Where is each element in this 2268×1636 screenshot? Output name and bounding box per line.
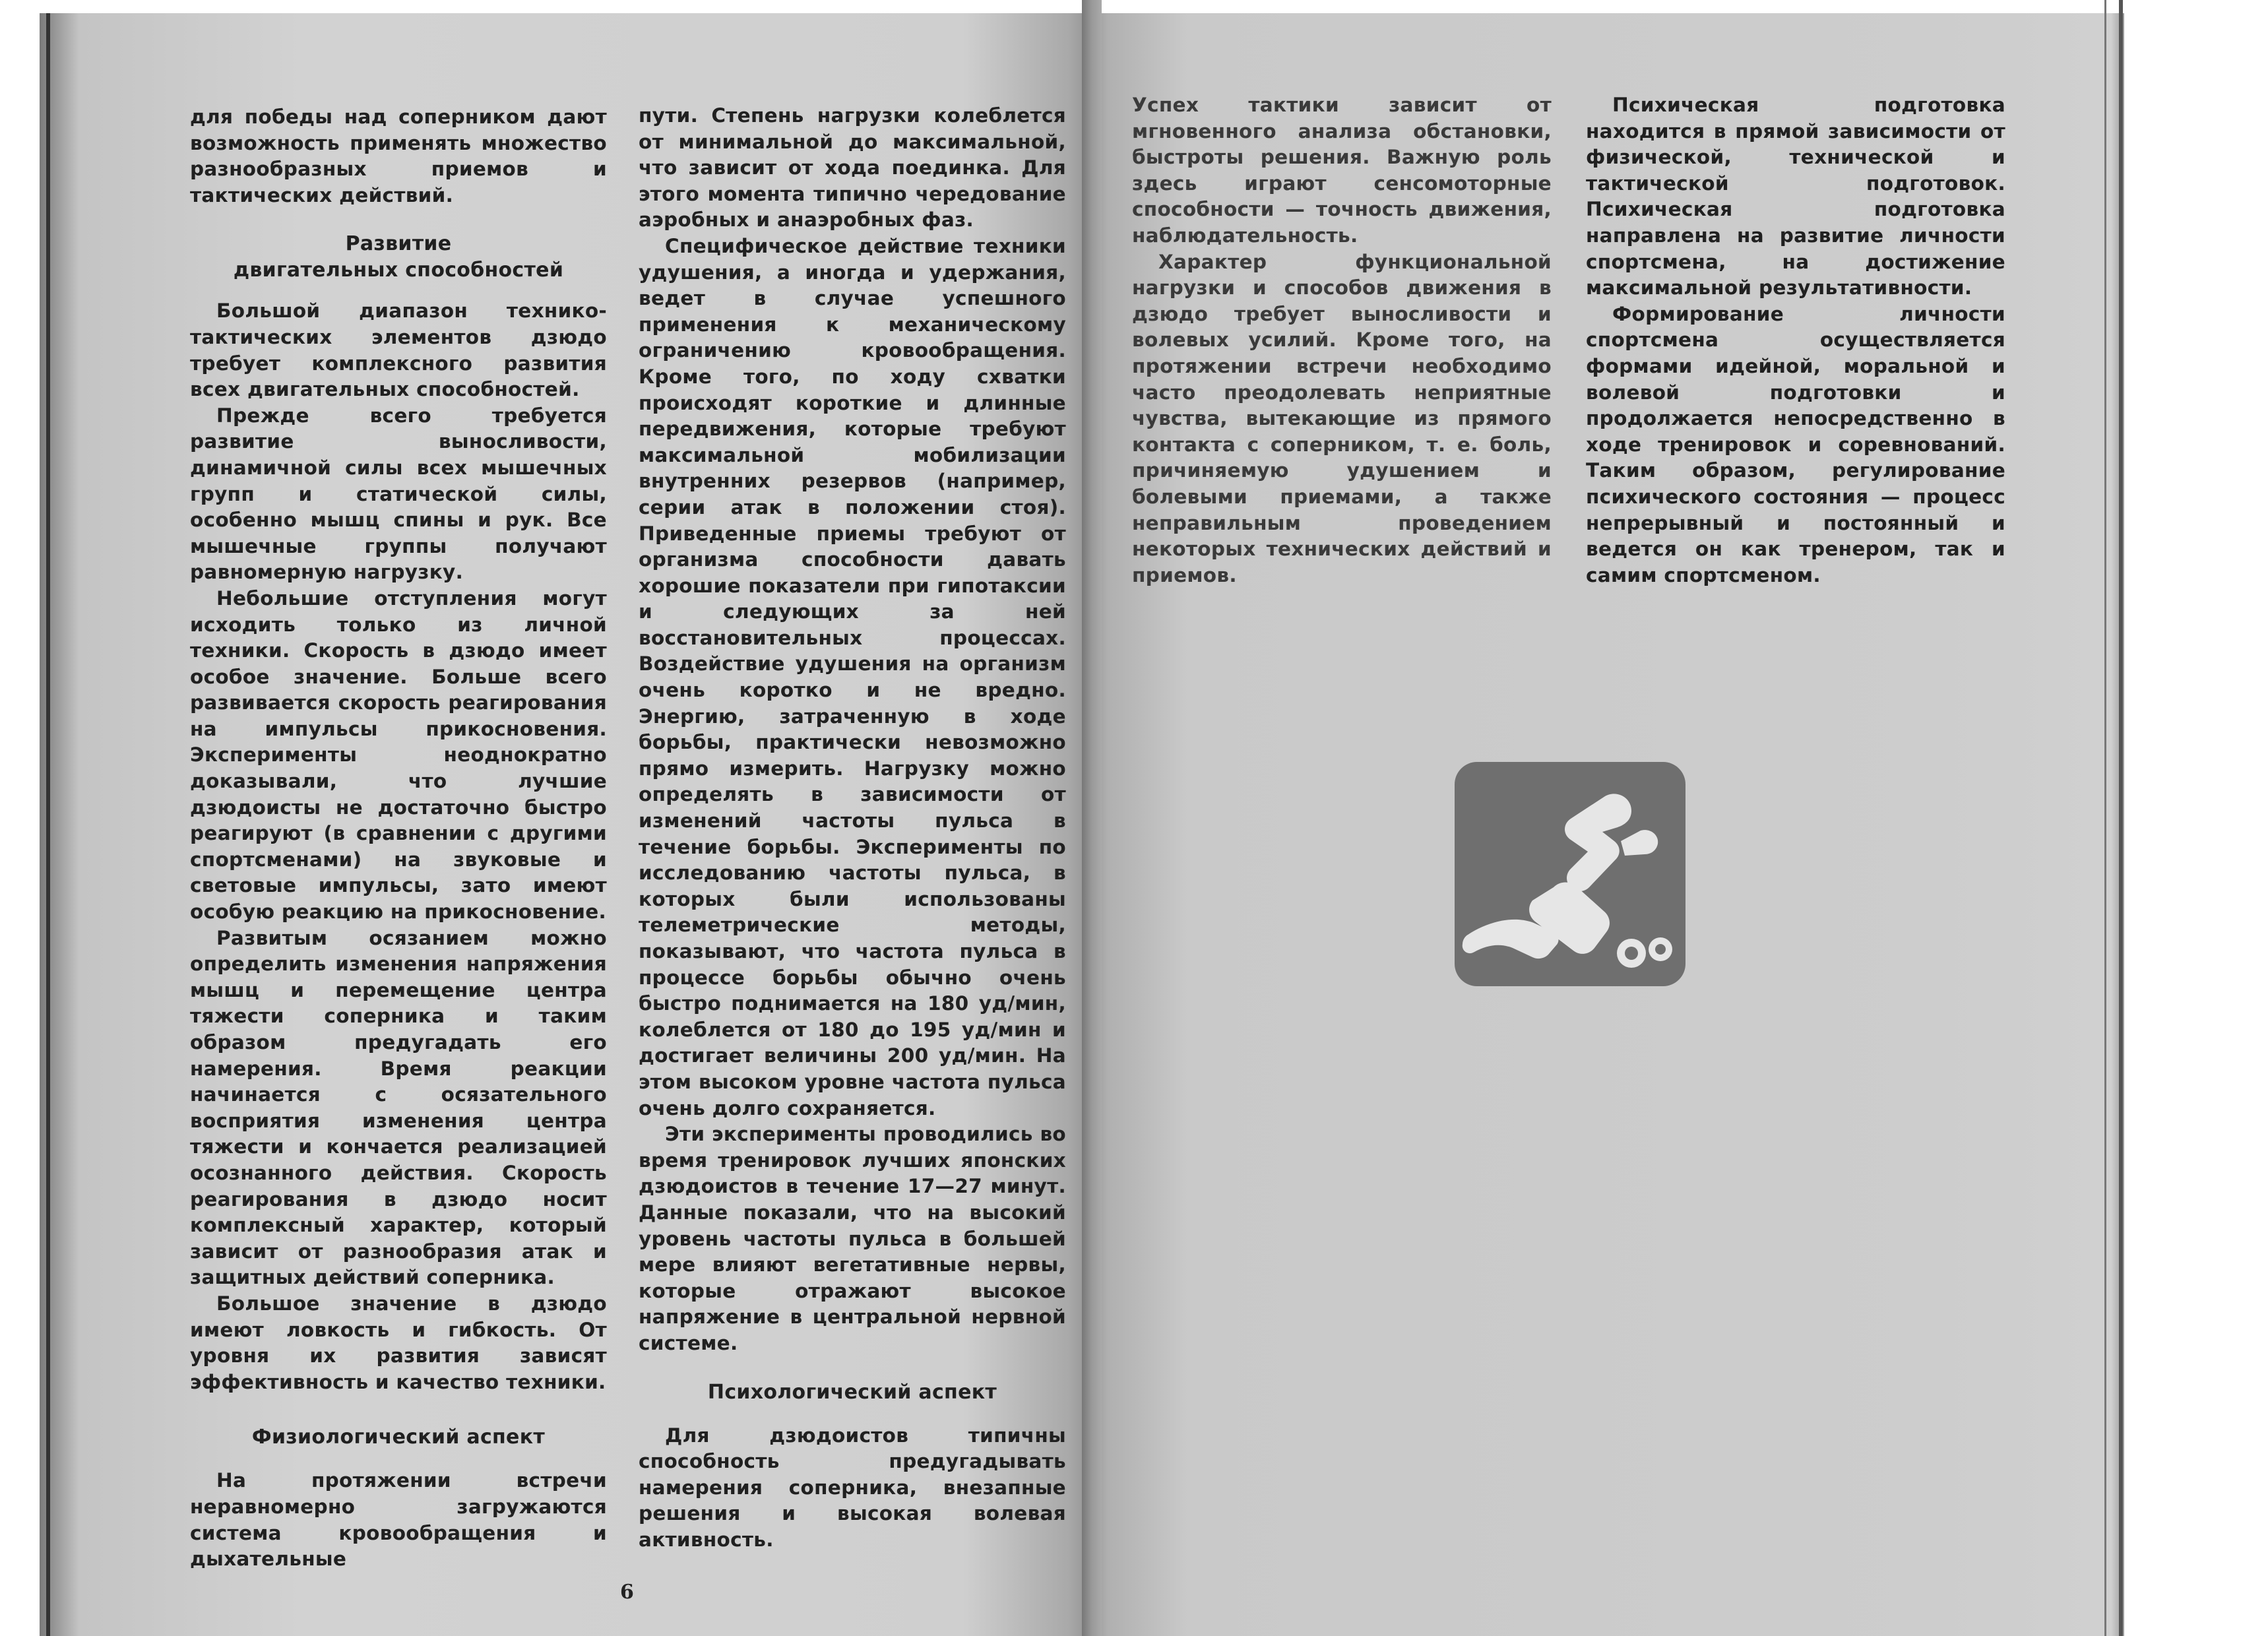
- left-column-1: [190, 104, 607, 1573]
- paragraph: Развитым осязанием можно определить изменения напряжения мышц и перемещение центра тяжести соперника и таким образом предугадать его намерения. Время реакции начинается с осязательного восприятия изменения центра тяжести и кончается реализацией осознанного действия. Скорость реагирования в дзюдо носит комплексный характер, который зависит от разнообразия атак и защитных действий соперника.: [190, 926, 607, 1289]
- paragraph: Небольшие отступления могут исходить только из личной техники. Скорость в дзюдо имеет особое значение. Больше всего развивается скорость реагирования на импульсы прикосновения. Эксперименты неоднократно доказывали, что лучшие дзюдоисты не достаточно быстро реагируют (в сравнении с другими спортсменами) на звуковые и световые импульсы, зато имеют особую реакцию на прикосновение.: [190, 586, 607, 924]
- section-heading: Физиологический аспект: [251, 1426, 546, 1449]
- right-page-edge-inner: [2104, 0, 2106, 1636]
- pictogram-head-2-inner: [1655, 944, 1666, 955]
- right-page-edge: [2119, 0, 2123, 1636]
- paragraph: Эти эксперименты проводились во время тренировок лучших японских дзюдоистов в течение 17—27 минут. Данные показали, что на высокий уровень частоты пульса в большей мере влияют вегетативные нервы, которые отражают высокое напряжение в центральной нервной системе.: [639, 1123, 1066, 1354]
- paragraph: Прежде всего требуется развитие выносливости, динамичной силы всех мышечных групп и статической силы, особенно мышц спины и рук. Все мышечные группы получают равномерную нагрузку.: [190, 404, 607, 584]
- page-number: 6: [620, 1581, 634, 1604]
- paragraph: На протяжении встречи неравномерно загружаются система кровообращения и дыхательные: [190, 1469, 607, 1571]
- paragraph: пути. Степень нагрузки колеблется от минимальной до максимальной, что зависит от хода поединка. Для этого момента типично чередование аэробных и анаэробных фаз.: [639, 104, 1066, 232]
- pictogram-head-1-inner: [1625, 947, 1638, 960]
- paragraph: Формирование личности спортсмена осуществляется формами идейной, моральной и волевой подготовки и продолжается непосредственно в ходе тренировок и соревнований. Таким образом, регулирование психического состояния — процесс непрерывный и постоянный и ведется он как тренером, так и самим спортсменом.: [1586, 302, 2005, 586]
- right-column-2: [1586, 92, 2005, 588]
- paragraph: Характер функциональной нагрузки и способов движения в дзюдо требует выносливости и волевых усилий. Кроме того, на протяжении встречи необходимо часто преодолевать неприятные чувства, вытекающие из прямого контакта с соперником, т. е. боль, причиняемую удушением и болевыми приемами, а также неправильным проведением некоторых технических действий и приемов.: [1132, 250, 1552, 586]
- paragraph: Специфическое действие техники удушения, а иногда и удержания, ведет в случае успешного применения к механическому ограничению кровообращения. Кроме того, по ходу схватки происходят короткие и длинные передвижения, которые требуют максимальной мобилизации внутренних резервов (например, серии атак в положении стоя). Приведенные приемы требуют от организма способности давать хорошие показатели при гипотаксии и следующих за ней восстановительных процессах. Воздействие удушения на организм очень коротко и не вредно. Энергию, затраченную в ходе борьбы, практически невозможно прямо измерить. Нагрузку можно определять в зависимости от изменений частоты пульса в течение борьбы. Эксперименты по исследованию частоты пульса, в которых были использованы телеметрические методы, показывают, что частота пульса в процессе борьбы обычно очень быстро поднимается на 180 уд/мин, колеблется от 180 до 195 уд/мин и достигает величины 200 уд/мин. На этом высоком уровне частота пульса очень долго сохраняется.: [639, 234, 1066, 1119]
- paragraph: Большое значение в дзюдо имеют ловкость и гибкость. От уровня их развития зависят эффективность и качество техники.: [190, 1292, 607, 1393]
- left-column-2: [639, 103, 1066, 1553]
- left-page-edge: [46, 13, 50, 1636]
- judo-pictogram-icon: [1455, 762, 1685, 986]
- paragraph: Психическая подготовка находится в прямой зависимости от физической, технической и тактической подготовок. Психическая подготовка направлена на развитие личности спортсмена, на достижение максимальной результативности.: [1586, 94, 2005, 299]
- paragraph: для победы над соперником дают возможность применять множество разнообразных приемов и тактических действий.: [190, 106, 607, 206]
- section-heading-line1: Развитие: [345, 232, 452, 256]
- paragraph: Для дзюдоистов типичны способность предугадывать намерения соперника, внезапные решения и высокая волевая активность.: [639, 1424, 1066, 1551]
- right-column-1: [1132, 92, 1552, 588]
- paragraph: Успех тактики зависит от мгновенного анализа обстановки, быстроты решения. Важную роль здесь играют сенсомоторные способности — точность движения, наблюдательность.: [1132, 94, 1552, 247]
- section-heading: Психологический аспект: [707, 1380, 997, 1404]
- paragraph: Большой диапазон технико-тактических элементов дзюдо требует комплексного развития всех двигательных способностей.: [190, 299, 607, 401]
- scan-margin: [2124, 0, 2268, 1636]
- section-heading-line2: двигательных способностей: [233, 259, 564, 282]
- book-spine: [1082, 0, 1102, 1636]
